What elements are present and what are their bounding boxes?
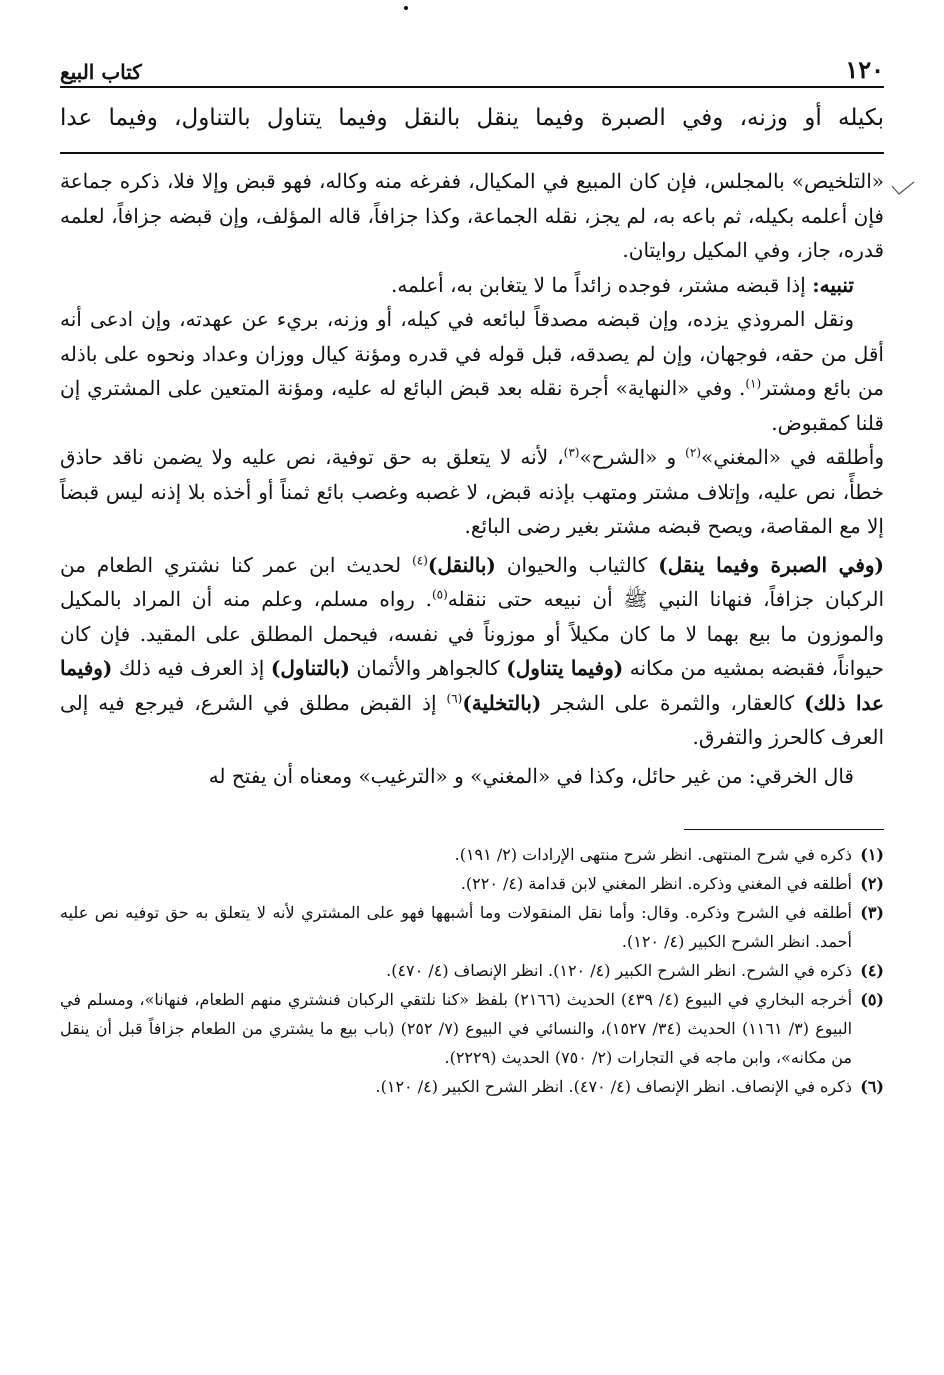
text-segment: . وفي «النهاية» أجرة نقله بعد قبض البائع له عليه، ومؤنة المتعين على المشتري إن قلنا كمقبوض. — [60, 376, 884, 435]
commentary-paragraph-5 — [60, 548, 884, 755]
footnote-1 — [60, 840, 884, 869]
text-segment: إذ العرف فيه ذلك — [112, 656, 271, 680]
footnote-ref-5: (٥) — [431, 587, 448, 602]
footnote-text: أطلقه في المغني وذكره. انظر المغني لابن قدامة (٤/ ٢٢٠). — [460, 874, 852, 893]
margin-check-mark — [890, 180, 916, 198]
commentary-paragraph-3 — [60, 302, 884, 440]
matn-quote: (بالتناول) — [270, 656, 350, 680]
footnote-4 — [60, 956, 884, 985]
page-number: ١٢٠ — [845, 55, 884, 84]
text-segment: . رواه مسلم، وعلم منه أن المراد بالمكيل والموزون ما بيع بهما لا ما كان مكيلاً أو موزوناً في نفسه، فيحمل المطلق على المقيد. فإن كان حيواناً، فقبضه بمشيه من مكانه — [60, 587, 885, 680]
note-label: تنبيه: — [812, 272, 854, 297]
text-segment: كالثياب والحيوان — [495, 552, 659, 577]
text-segment: إذ القبض مطلق في الشرع، فيرجع فيه إلى العرف كالحرز والتفرق. — [60, 690, 884, 749]
footnote-ref-2: (٢) — [685, 445, 701, 460]
footnote-text: ذكره في شرح المنتهى. انظر شرح منتهى الإرادات (٢/ ١٩١). — [454, 845, 852, 864]
text-segment: ، لأنه لا يتعلق به حق توفية، نص عليه ولا يضمن ناقد حاذق خطأً، نص عليه، وإتلاف مشتر ومتهب بإذنه قبض، لا غصبه وغصب بائع ثمناً أو أخذه بلا إذنه ليس قبضاً إلا مع المقاصة، ويصح قبضه مشتر بغير رضى البائع. — [60, 445, 884, 538]
commentary-paragraph-1: «التلخيص» بالمجلس، فإن كان المبيع في المكيال، ففرغه منه وكاله، فهو قبض وإلا فلا، ذكره جماعة فإن أعلمه بكيله، ثم باعه به، لم يجز، نقله الجماعة، وكذا جزافاً، قاله المؤلف، وإن قبضه جزافاً، لعلمه قدره، جاز، وفي المكيل روايتان. — [60, 169, 884, 262]
footnote-number: (٤) — [860, 961, 884, 980]
book-page — [60, 50, 884, 1101]
text-segment: ونقل المروذي يزده، وإن قبضه مصدقاً لبائعه في كيله، أو وزنه، بريء عن عهدته، وإن ادعى أنه أقل من حقه، فوجهان، وإن لم يصدقه، قبل قوله في قدره ومؤنة كيال ووزان وعداد ونحوه على باذله من بائع ومشتر — [60, 307, 884, 400]
footnote-number: (٦) — [860, 1077, 884, 1096]
footnote-text: أطلقه في الشرح وذكره. وقال: وأما نقل المنقولات وما أشبهها فهو على المشتري لأنه لا يتعلق به حق توفيه نص عليه أحمد. انظر الشرح الكبير (٤/ ١٢٠). — [60, 903, 853, 951]
footnote-2 — [60, 869, 884, 898]
footnotes — [60, 840, 884, 1101]
book-title: كتاب البيع — [60, 60, 142, 84]
text-segment: وأطلقه في «المغني» — [701, 445, 884, 469]
matn-quote: (وفيما عدا ذلك) — [60, 656, 884, 715]
text-segment: لحديث ابن عمر كنا نشتري الطعام من الركبان جزافاً، فنهانا النبي ﷺ أن نبيعه حتى ننقله — [60, 552, 884, 611]
main-text-separator — [60, 152, 884, 154]
commentary-paragraph-6: قال الخرقي: من غير حائل، وكذا في «المغني» و «الترغيب» ومعناه أن يفتح له — [208, 763, 854, 788]
footnote-ref-4: (٤) — [412, 552, 428, 567]
commentary — [60, 164, 884, 793]
matn-quote: (وفي الصبرة وفيما ينقل) — [658, 552, 884, 577]
text-segment: كالجواهر والأثمان — [349, 656, 507, 680]
footnote-ref-3: (٣) — [563, 445, 580, 460]
footnote-6 — [60, 1072, 884, 1101]
footnote-ref-1: (١) — [745, 376, 762, 391]
main-text: بكيله أو وزنه، وفي الصبرة وفيما ينقل بالنقل وفيما يتناول بالتناول، وفيما عدا — [60, 105, 884, 131]
matn-quote: (وفيما يتناول) — [506, 656, 624, 680]
text-segment: و «الشرح» — [579, 445, 686, 469]
matn-quote: (بالتخلية) — [462, 690, 542, 715]
footnotes-separator — [684, 829, 884, 830]
commentary-paragraph-2 — [60, 268, 884, 303]
footnote-text: ذكره في الإنصاف. انظر الإنصاف (٤/ ٤٧٠). انظر الشرح الكبير (٤/ ١٢٠). — [375, 1077, 852, 1096]
footnote-number: (٣) — [860, 903, 884, 922]
footnote-number: (١) — [860, 845, 884, 864]
note-text: إذا قبضه مشتر، فوجده زائداً ما لا يتغابن به، أعلمه. — [390, 272, 813, 297]
footnote-text: ذكره في الشرح. انظر الشرح الكبير (٤/ ١٢٠). انظر الإنصاف (٤/ ٤٧٠). — [386, 961, 852, 980]
commentary-paragraph-4 — [60, 440, 884, 544]
matn-quote: (بالنقل) — [427, 552, 496, 577]
top-dot-mark — [404, 6, 408, 10]
footnote-number: (٢) — [860, 874, 884, 893]
footnote-5 — [60, 985, 884, 1072]
page-header — [60, 50, 884, 88]
text-segment: كالعقار، والثمرة على الشجر — [541, 690, 805, 715]
footnote-number: (٥) — [860, 990, 884, 1009]
footnote-3 — [60, 898, 884, 956]
footnote-ref-6: (٦) — [446, 690, 463, 705]
footnote-text: أخرجه البخاري في البيوع (٤/ ٤٣٩) الحديث (٢١٦٦) بلفظ «كنا نلتقي الركبان فنشتري منهم الطعام، فنهانا»، ومسلم في البيوع (٣/ ١١٦١) الحديث (٣٤/ ١٥٢٧)، والنسائي في البيوع (٧/ ٢٥٢) (باب بيع ما يشتري من الطعام جزافاً قبل أن ينقل من مكانه»، وابن ماجه في التجارات (٢/ ٧٥٠) الحديث (٢٢٢٩). — [60, 990, 853, 1067]
